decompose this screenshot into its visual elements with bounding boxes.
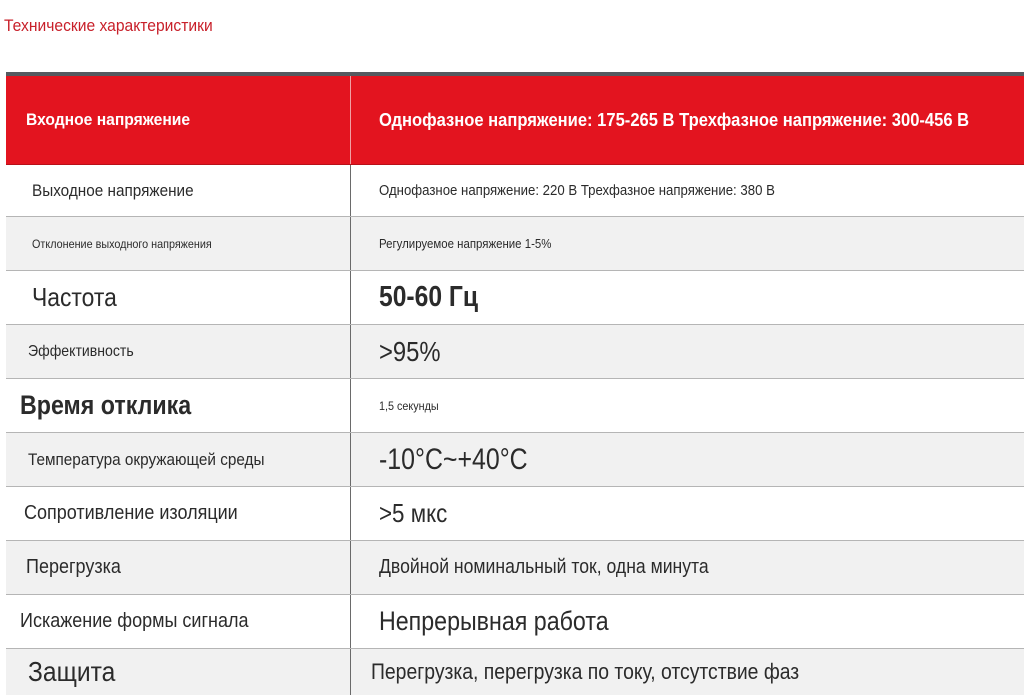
- spec-value: Однофазное напряжение: 220 В Трехфазное напряжение: 380 В: [379, 182, 775, 199]
- table-row: [6, 541, 1024, 595]
- table-header-row: [6, 76, 1024, 165]
- table-row: [6, 487, 1024, 541]
- spec-value: Двойной номинальный ток, одна минута: [379, 556, 709, 578]
- spec-label: Выходное напряжение: [6, 165, 351, 216]
- table-row: [6, 649, 1024, 695]
- spec-label: Эффективность: [6, 325, 351, 378]
- spec-label: Температура окружающей среды: [6, 433, 351, 486]
- spec-value: Регулируемое напряжение 1-5%: [379, 236, 552, 251]
- spec-label: Сопротивление изоляции: [6, 487, 351, 540]
- spec-label: Искажение формы сигнала: [6, 595, 351, 648]
- table-row: [6, 379, 1024, 433]
- spec-value: >5 мкс: [379, 498, 448, 528]
- table-row: [6, 595, 1024, 649]
- spec-label: Время отклика: [6, 379, 351, 432]
- table-row: [6, 165, 1024, 217]
- spec-value: >95%: [379, 335, 441, 367]
- spec-value: Перегрузка, перегрузка по току, отсутствие фаз: [371, 659, 800, 684]
- spec-value: 50-60 Гц: [379, 281, 479, 313]
- table-row: [6, 217, 1024, 271]
- spec-value: 1,5 секунды: [379, 398, 439, 413]
- spec-table: [6, 72, 1024, 690]
- table-row: [6, 271, 1024, 325]
- page-title: Технические характеристики: [4, 16, 213, 35]
- spec-value: -10°C~+40°C: [379, 442, 528, 476]
- table-row: [6, 433, 1024, 487]
- spec-label: Защита: [6, 649, 351, 695]
- spec-value: Однофазное напряжение: 175-265 В Трехфазное напряжение: 300-456 В: [379, 109, 970, 130]
- table-row: [6, 325, 1024, 379]
- spec-label: Отклонение выходного напряжения: [6, 217, 351, 270]
- spec-value: Непрерывная работа: [379, 606, 609, 636]
- spec-label: Частота: [6, 271, 351, 324]
- spec-label: Входное напряжение: [6, 76, 351, 164]
- spec-label: Перегрузка: [6, 541, 351, 594]
